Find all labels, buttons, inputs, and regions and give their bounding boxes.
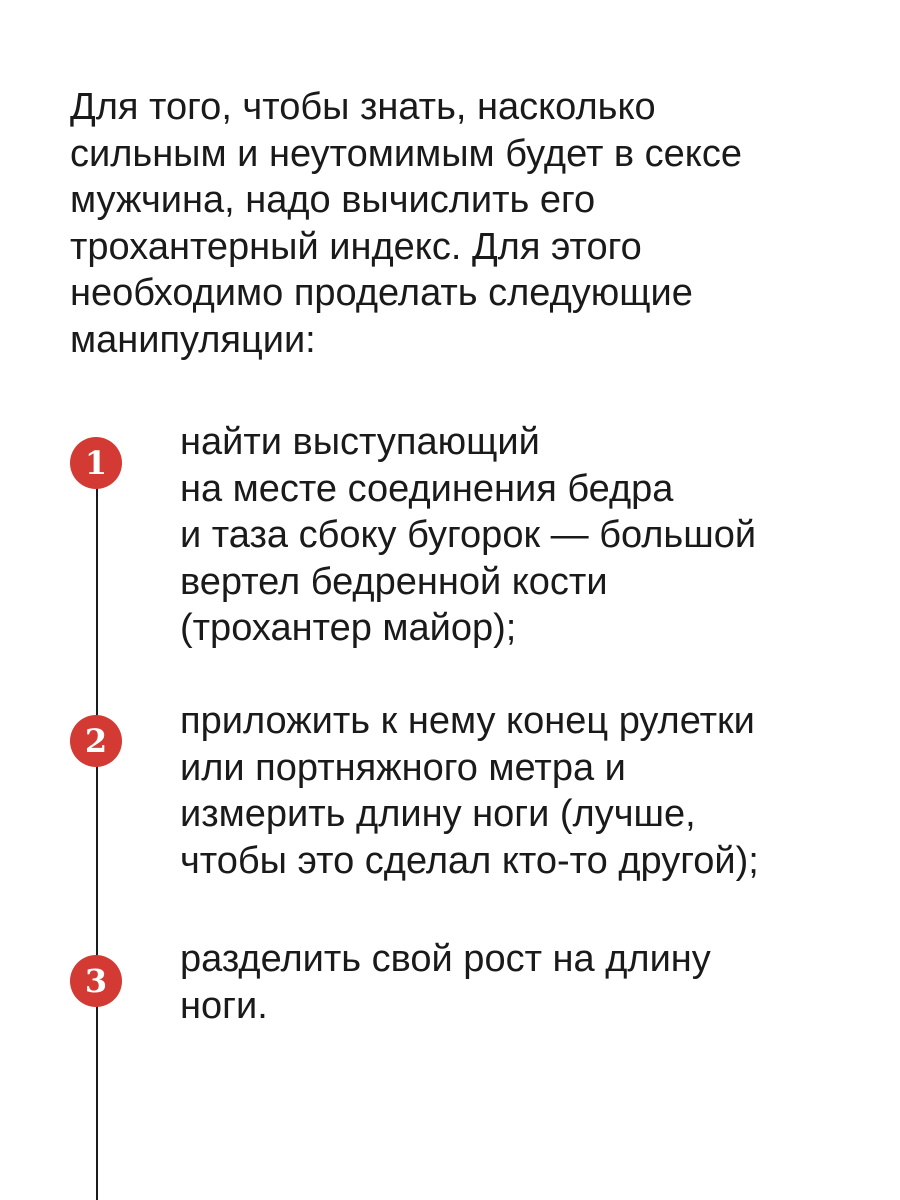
step-3-marker: 3 [70, 955, 122, 1007]
step-1-marker: 1 [70, 437, 122, 489]
step-1-text: найти выступающий на месте соединения бедра и таза сбоку бугорок — большой вертел бедренной кости (трохантер майор); [180, 421, 757, 649]
step-2-text: приложить к нему конец рулетки или портняжного метра и измерить длину ноги (лучше, чтобы это сделал кто-то другой); [180, 700, 759, 882]
step-2-marker: 2 [70, 715, 122, 767]
timeline-line [96, 462, 98, 1200]
step-3-text: разделить свой рост на длину ноги. [180, 938, 711, 1027]
intro-paragraph: Для того, чтобы знать, насколько сильным и неутомимым будет в сексе мужчина, надо вычислить его трохантерный индекс. Для этого необходимо проделать следующие манипуляции: [70, 86, 742, 361]
